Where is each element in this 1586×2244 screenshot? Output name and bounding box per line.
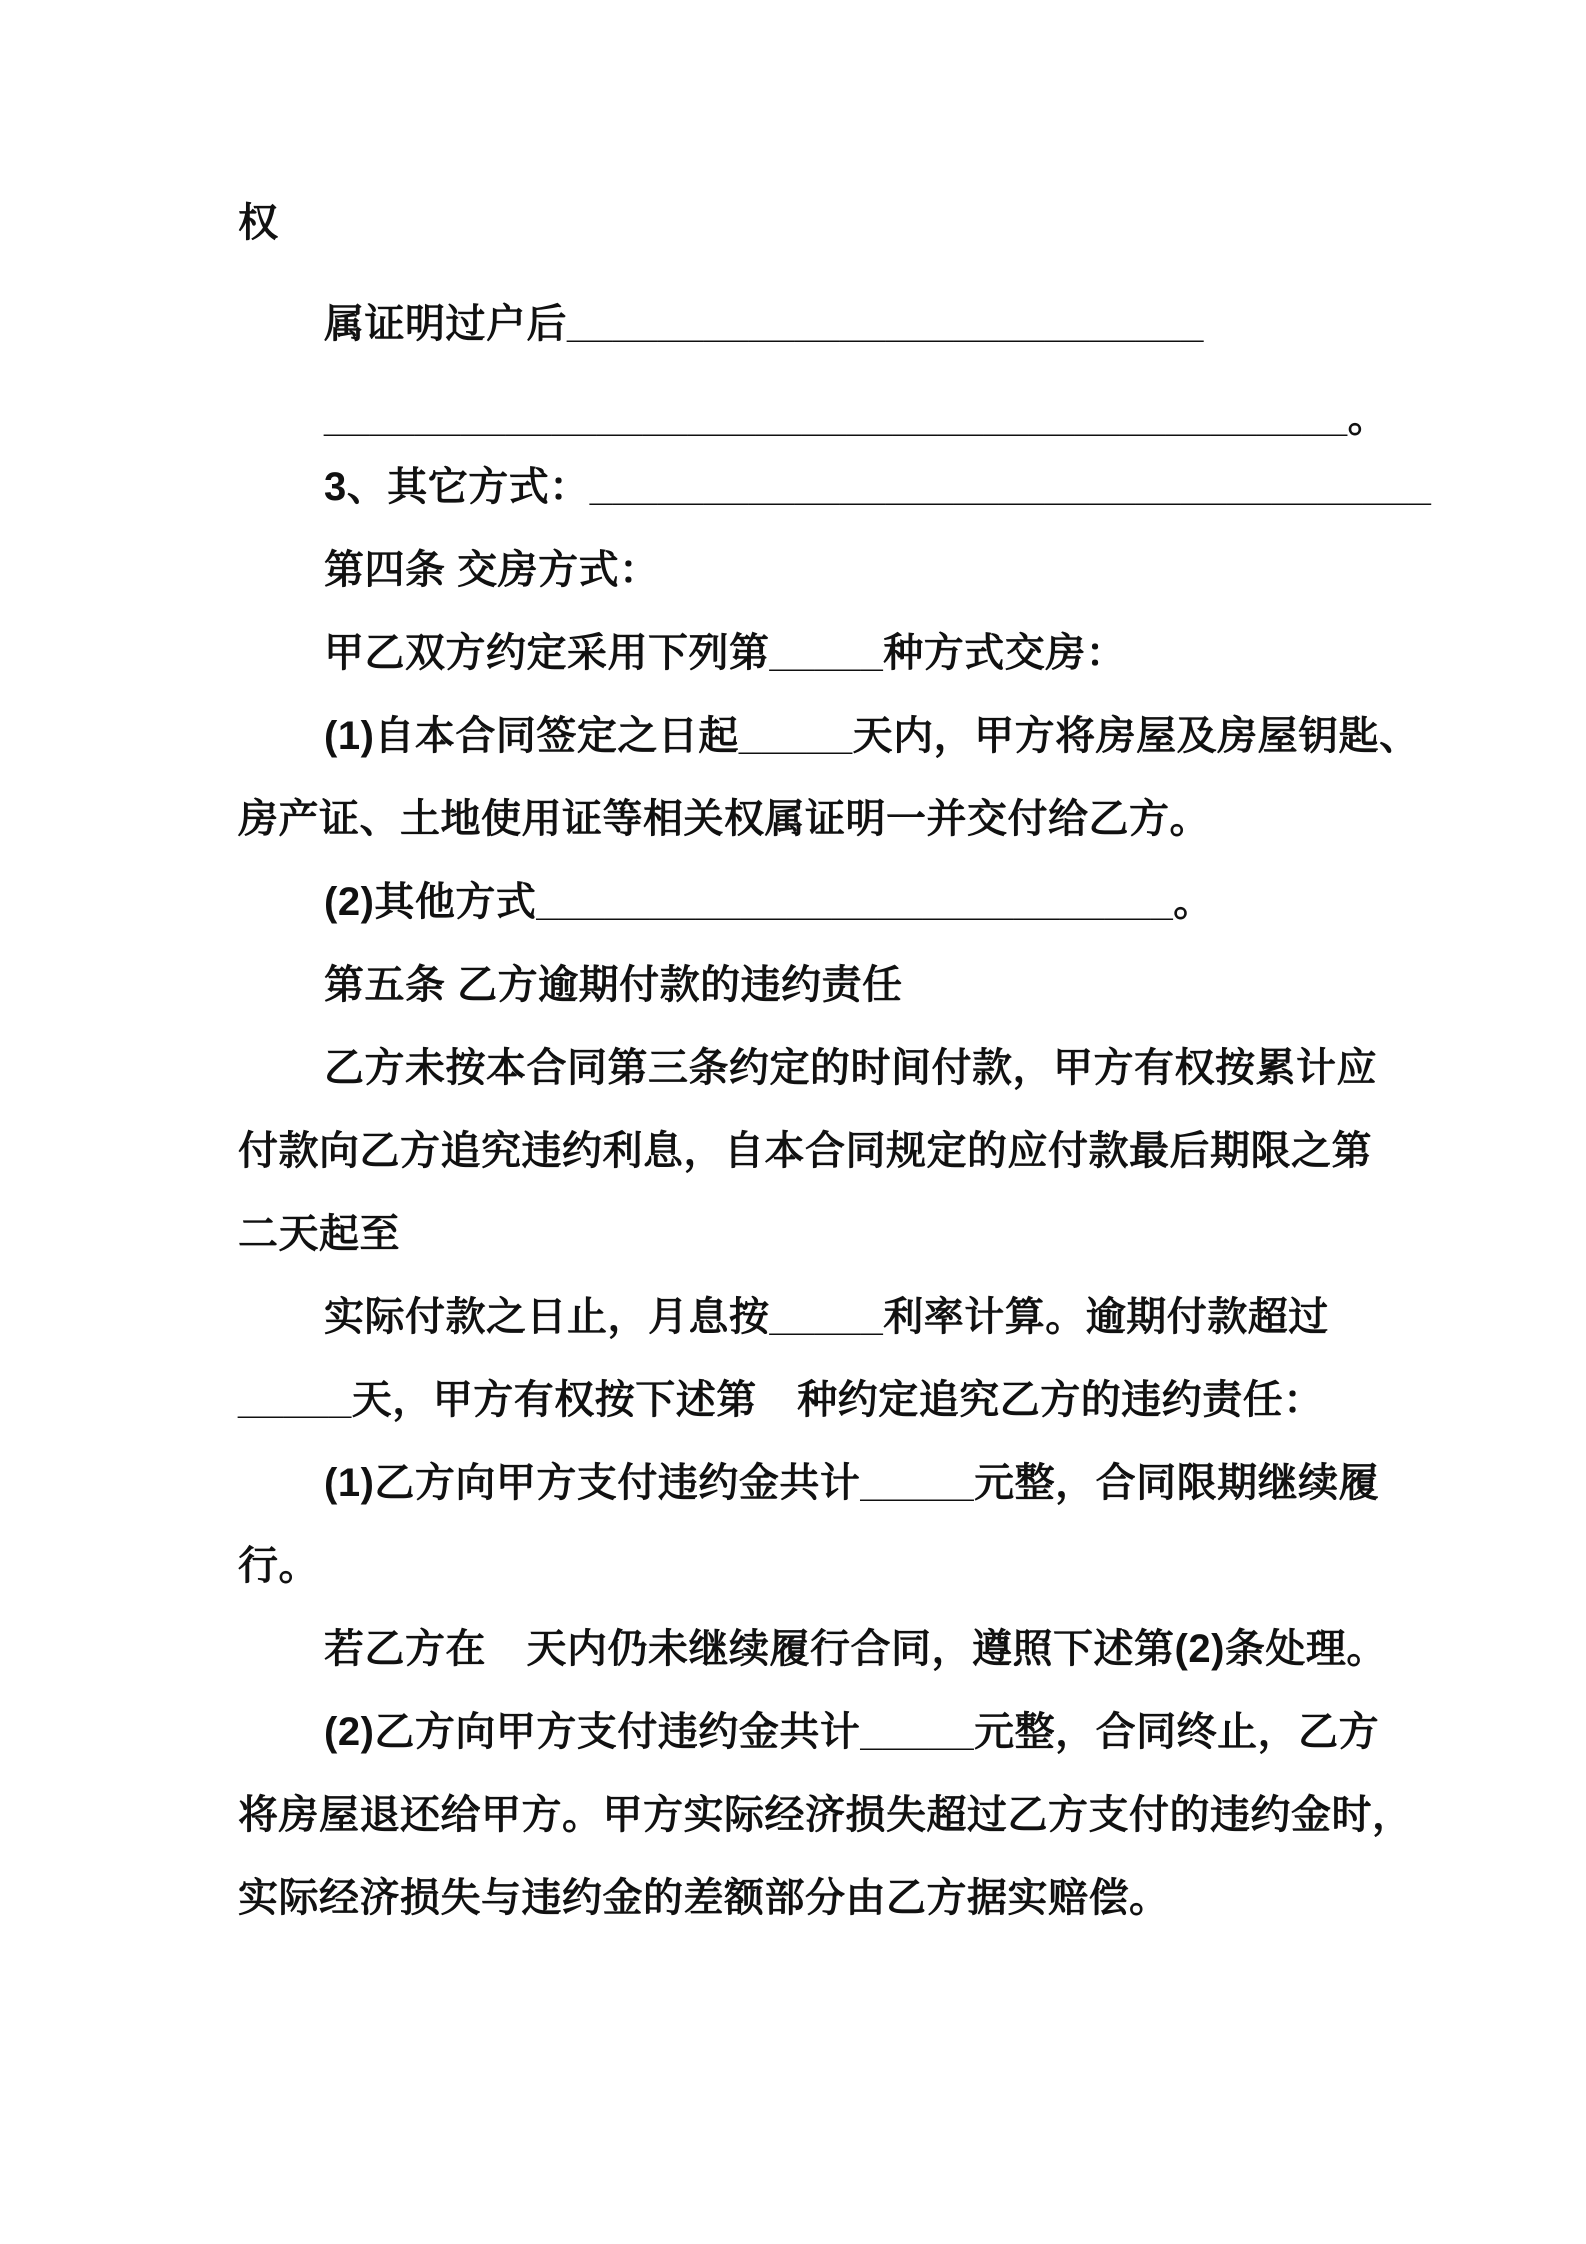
contract-line: 甲乙双方约定采用下列第_____种方式交房： [324, 631, 1127, 675]
contract-line: 3、其它方式：_____________________________________ [324, 465, 1432, 509]
contract-line: 行。 [238, 1544, 319, 1588]
contract-line: 权 [238, 201, 279, 245]
contract-section-heading: 第五条 乙方逾期付款的违约责任 [324, 963, 903, 1007]
contract-line: 若乙方在 天内仍未继续履行合同，遵照下述第(2)条处理。 [324, 1627, 1387, 1671]
contract-line: 属证明过户后____________________________ [324, 302, 1204, 346]
contract-line: 房产证、土地使用证等相关权属证明一并交付给乙方。 [238, 797, 1210, 841]
contract-line: 实际付款之日止，月息按_____利率计算。逾期付款超过 [324, 1295, 1329, 1339]
contract-section-heading: 第四条 交房方式： [324, 548, 660, 592]
contract-line: 乙方未按本合同第三条约定的时间付款，甲方有权按累计应 [324, 1046, 1377, 1090]
contract-line: 实际经济损失与违约金的差额部分由乙方据实赔偿。 [238, 1876, 1170, 1920]
contract-line: 付款向乙方追究违约利息，自本合同规定的应付款最后期限之第 [238, 1129, 1372, 1173]
contract-line: 将房屋退还给甲方。甲方实际经济损失超过乙方支付的违约金时， [238, 1793, 1413, 1837]
contract-line: 二天起至 [238, 1212, 400, 1256]
contract-line: _____天，甲方有权按下述第 种约定追究乙方的违约责任： [238, 1378, 1324, 1422]
contract-line: (1)自本合同签定之日起_____天内，甲方将房屋及房屋钥匙、 [324, 714, 1420, 758]
contract-line: (2)其他方式____________________________。 [324, 880, 1214, 924]
contract-line: (1)乙方向甲方支付违约金共计_____元整，合同限期继续履 [324, 1461, 1380, 1505]
contract-line: _____________________________________________。 [324, 396, 1389, 440]
contract-line: (2)乙方向甲方支付违约金共计_____元整，合同终止，乙方 [324, 1710, 1380, 1754]
